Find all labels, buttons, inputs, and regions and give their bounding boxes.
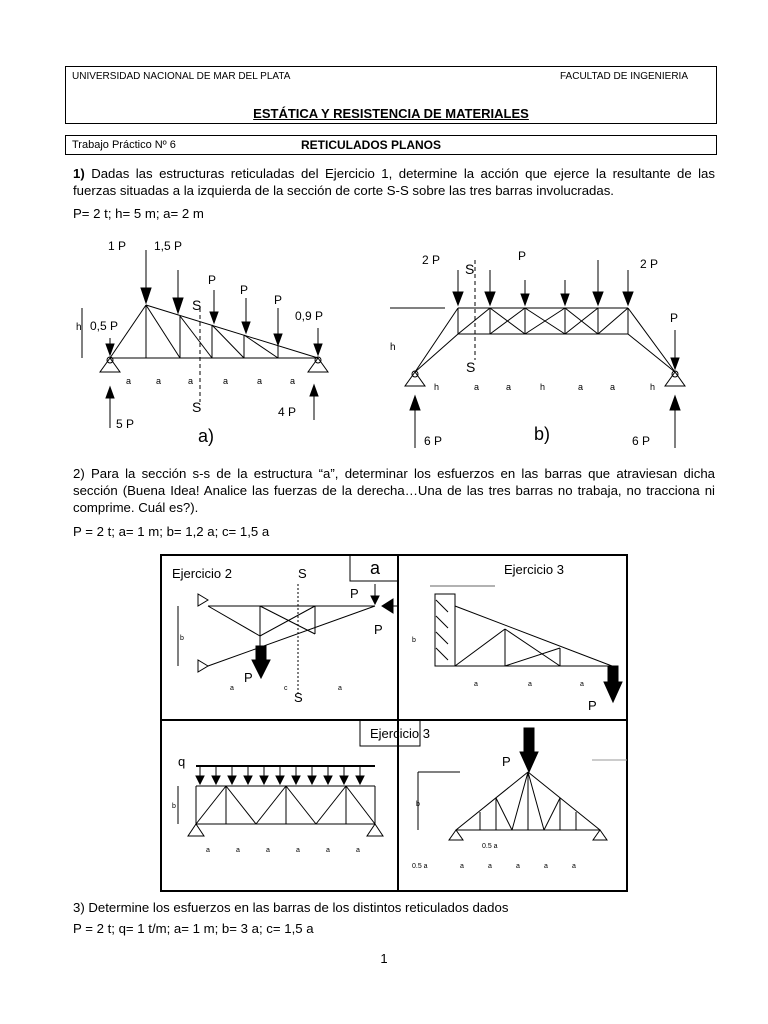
assignment-label: Trabajo Práctico Nº 6 xyxy=(72,139,176,151)
panel4-a2: a xyxy=(488,863,492,870)
a-label-a6: a xyxy=(290,376,296,386)
a-label-b4: a xyxy=(610,382,616,392)
load-2p-left-label: 2 P xyxy=(422,253,441,267)
h-label-b-dim2: h xyxy=(540,382,546,392)
load-p-label-1: P xyxy=(208,273,217,287)
exercise1-text xyxy=(73,165,715,199)
panel3-a6: a xyxy=(356,847,360,854)
page-number: 1 xyxy=(380,951,388,966)
exercise1-data: P= 2 t; h= 5 m; a= 2 m xyxy=(73,206,204,221)
figure1-trusses xyxy=(70,230,710,460)
university-name: UNIVERSIDAD NACIONAL DE MAR DEL PLATA xyxy=(72,71,291,82)
panel4-p: P xyxy=(502,754,511,769)
panel4-a3: a xyxy=(516,863,520,870)
load-p-right-label: P xyxy=(670,311,679,325)
exercise2-data: P = 2 t; a= 1 m; b= 1,2 a; c= 1,5 a xyxy=(73,524,270,539)
exercise3-data: P = 2 t; q= 1 t/m; a= 1 m; b= 3 a; c= 1,5 a xyxy=(73,921,314,936)
panel1-c-label: c xyxy=(284,685,288,692)
exercise2-text: 2) Para la sección s-s de la estructura “a”, determinar los esfuerzos en las barras que atraviesan dicha sección (Buena Idea! Analice las fuerzas de la derecha…Una de las tres barras no trabaja, no tracciona ni comprime. Cuál es?). xyxy=(73,466,715,515)
panel3-a4: a xyxy=(296,847,300,854)
truss-b xyxy=(390,260,685,448)
panel4-a1: a xyxy=(460,863,464,870)
load-15p-label: 1,5 P xyxy=(154,239,183,253)
course-title: ESTÁTICA Y RESISTENCIA DE MATERIALES xyxy=(253,106,529,121)
section-s-top-a: S xyxy=(192,297,202,313)
panel3-b-label: b xyxy=(172,803,176,810)
a-label-b1: a xyxy=(474,382,480,392)
panel2-a1: a xyxy=(474,681,478,688)
panel1-a-left: a xyxy=(230,685,234,692)
a-label-b3: a xyxy=(578,382,584,392)
panel1-b-label: b xyxy=(180,635,184,642)
caption-b: b) xyxy=(534,424,551,444)
h-label-b-dim3: h xyxy=(650,382,656,392)
reaction-5p-label: 5 P xyxy=(116,417,135,431)
panel1-p-top: P xyxy=(350,586,359,601)
panel2-truss xyxy=(430,586,622,702)
reaction-6p-left-label: 6 P xyxy=(424,434,443,448)
figure2-trusses xyxy=(160,554,628,892)
load-05p-label: 0,5 P xyxy=(90,319,119,333)
panel4-a5: a xyxy=(572,863,576,870)
panel4-truss xyxy=(418,728,627,840)
panel3-a2: a xyxy=(236,847,240,854)
panel2-a2: a xyxy=(528,681,532,688)
panel2-b-label: b xyxy=(412,637,416,644)
exercise1-number: 1) xyxy=(73,166,85,181)
panel4-half-a: 0.5 a xyxy=(482,843,498,850)
a-label-a3: a xyxy=(188,376,194,386)
header-box xyxy=(65,66,717,124)
panel2-p: P xyxy=(588,698,597,713)
truss-a xyxy=(82,250,328,428)
a-label-a2: a xyxy=(156,376,162,386)
h-label-b: h xyxy=(390,342,396,353)
a-label-a1: a xyxy=(126,376,132,386)
panel3-a1: a xyxy=(206,847,210,854)
load-p-label-2: P xyxy=(240,283,249,297)
panel1-title: Ejercicio 2 xyxy=(172,566,232,581)
load-1p-label: 1 P xyxy=(108,239,127,253)
load-09p-label: 0,9 P xyxy=(295,309,324,323)
section-s-top-b: S xyxy=(465,261,475,277)
exercise3-text: 3) Determine los esfuerzos en las barras de los distintos reticulados dados xyxy=(73,900,509,915)
section-s-bottom-b: S xyxy=(466,359,476,375)
panel1-a-right: a xyxy=(338,685,342,692)
panel2-title: Ejercicio 3 xyxy=(504,562,564,577)
panel3-q-label: q xyxy=(178,754,186,769)
section-s-bottom-a: S xyxy=(192,399,202,415)
panel1-section-top: S xyxy=(298,566,307,581)
reaction-4p-label: 4 P xyxy=(278,405,297,419)
panel4-half-a-left: 0.5 a xyxy=(412,863,428,870)
h-label-b-dim1: h xyxy=(434,382,440,392)
reaction-6p-right-label: 6 P xyxy=(632,434,651,448)
assignment-box xyxy=(65,135,717,155)
exercise1-statement: Dadas las estructuras reticuladas del Ejercicio 1, determine la acción que ejerce la resultante de las fuerzas situadas a la izquierda de la sección de corte S-S sobre las tres barras involucradas. xyxy=(73,166,715,198)
topic-title: RETICULADOS PLANOS xyxy=(301,138,442,152)
panel1-section-bottom: S xyxy=(294,690,303,705)
panel3-title: Ejercicio 3 xyxy=(370,726,430,741)
caption-a: a) xyxy=(198,426,215,446)
panel3-a3: a xyxy=(266,847,270,854)
faculty-name: FACULTAD DE INGENIERIA xyxy=(560,71,688,82)
panel3-distributed-load xyxy=(196,766,375,784)
load-p-b-label: P xyxy=(518,249,527,263)
load-p-label-3: P xyxy=(274,293,283,307)
a-label-a5: a xyxy=(257,376,263,386)
panel4-a4: a xyxy=(544,863,548,870)
panel1-p-right: P xyxy=(374,622,383,637)
panel2-a3: a xyxy=(580,681,584,688)
h-label-a: h xyxy=(76,322,82,333)
panel4-b-label: b xyxy=(416,801,420,808)
a-label-b2: a xyxy=(506,382,512,392)
panel1-p-bottom: P xyxy=(244,670,253,685)
load-2p-right-label: 2 P xyxy=(640,257,659,271)
panel3-a5: a xyxy=(326,847,330,854)
a-label-a4: a xyxy=(223,376,229,386)
panel1-tag: a xyxy=(370,558,381,578)
